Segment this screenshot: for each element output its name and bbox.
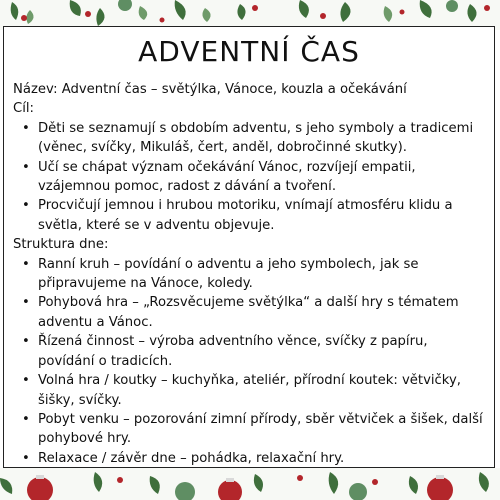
bullet-icon: •	[22, 373, 30, 389]
bullet-icon: •	[22, 120, 30, 136]
list-item: • Děti se seznamují s obdobím adventu, s jeho symboly a tradicemi (věnec, svíčky, Mikuláš, čert, anděl, dobročinné skutky).	[22, 120, 474, 156]
ornament-pattern-bottom	[0, 468, 500, 500]
list-item: • Pohybová hra – „Rozsvěcujeme světýlka“ a další hry s tématem adventu a Vánoc.	[22, 295, 459, 330]
bullet-icon: •	[22, 450, 30, 466]
list-item: • Pobyt venku – pozorování zimní přírody, sběr větviček a šišek, další pohybové hry.	[22, 411, 483, 447]
ornament-border-bottom	[0, 468, 500, 500]
bullet-icon: •	[22, 334, 30, 350]
bullet-icon: •	[22, 295, 30, 311]
list-item: • Ranní kruh – povídání o adventu a jeho symbolech, jak se připravujeme na Vánoce, koledy.	[22, 256, 419, 292]
goals-list	[13, 119, 486, 235]
bullet-icon: •	[22, 159, 30, 175]
list-item: • Relaxace / závěr dne – pohádka, relaxační hry.	[38, 449, 486, 468]
structure-heading: Struktura dne:	[13, 237, 109, 253]
list-item: • Procvičují jemnou i hrubou motoriku, vnímají atmosféru klidu a světla, které se v adventu objevuje.	[22, 198, 453, 233]
document-body	[13, 80, 486, 468]
structure-list	[13, 255, 486, 468]
list-item: • Učí se chápat význam očekávání Vánoc, rozvíjejí empatii, vzájemnou pomoc, radost z dávání a tvoření.	[22, 159, 416, 195]
page-title: ADVENTNÍ ČAS	[138, 35, 360, 68]
bullet-icon: •	[22, 256, 30, 272]
bullet-icon: •	[22, 411, 30, 427]
document-card	[3, 26, 495, 468]
bullet-icon: •	[22, 198, 30, 214]
goals-heading: Cíl:	[13, 101, 34, 117]
name-line: Název: Adventní čas – světýlka, Vánoce, kouzla a očekávání	[13, 82, 407, 97]
list-item: • Řízená činnost – výroba adventního věnce, svíčky z papíru, povídání o tradicích.	[22, 334, 428, 369]
list-item: • Volná hra / koutky – kuchyňka, ateliér, přírodní koutek: větvičky, šišky, svíčky.	[22, 373, 461, 408]
